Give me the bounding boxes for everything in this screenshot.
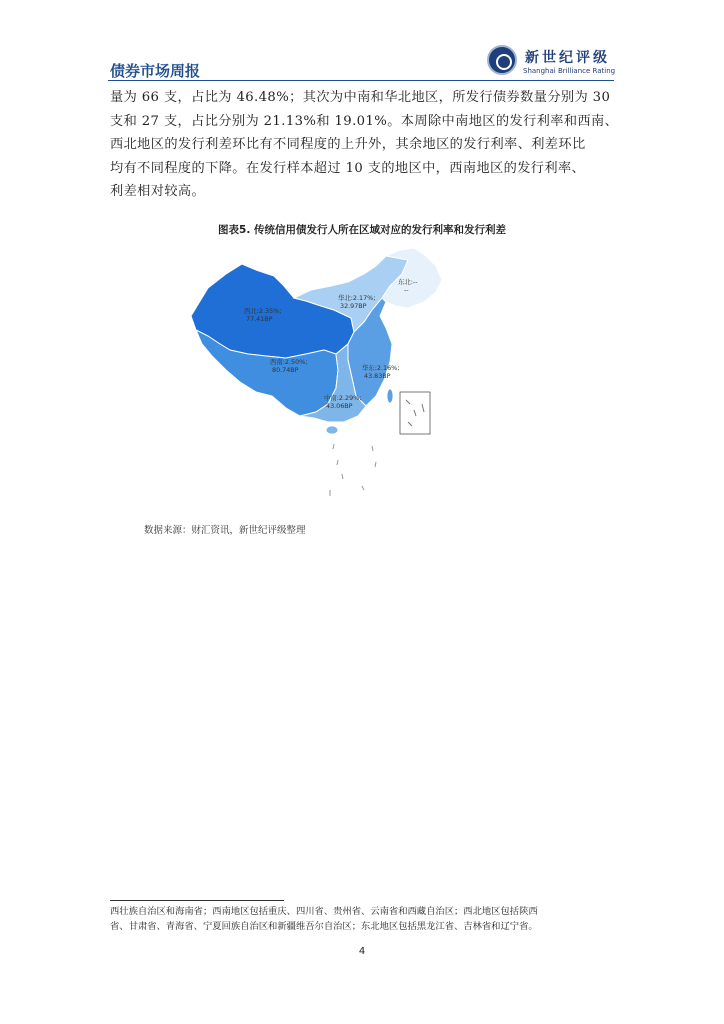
inset-islands (406, 400, 424, 426)
label-southwest-spread: 80.74BP (272, 366, 299, 374)
footnote-line: 西壮族自治区和海南省；西南地区包括重庆、四川省、贵州省、云南省和西藏自治区；西北地区包括陕西 (110, 906, 538, 917)
page-number: 4 (358, 946, 366, 957)
label-central-south-rate: 中南:2.29%; (324, 394, 362, 402)
label-north-spread: 32.97BP (340, 302, 367, 310)
figure-caption: 图表5. 传统信用债发行人所在区域对应的发行利率和发行利差 (218, 224, 506, 236)
paragraph-line: 量为 66 支，占比为 46.48%；其次为中南和华北地区，所发行债券数量分别为 30 (110, 90, 611, 105)
label-northwest-rate: 西北:2.35%; (244, 307, 282, 315)
paragraph-line: 均有不同程度的下降。在发行样本超过 10 支的地区中，西南地区的发行利率、 (110, 160, 586, 176)
paragraph-line: 西北地区的发行利差环比有不同程度的上升外，其余地区的发行利率、利差环比 (110, 137, 586, 153)
label-southwest-rate: 西南:2.50%; (270, 358, 308, 366)
hainan-island (326, 426, 338, 434)
footnote (110, 905, 616, 934)
paragraph-line: 利差相对较高。 (110, 184, 206, 200)
logo-english-name: Shanghai Brilliance Rating (523, 67, 616, 75)
label-northeast-rate: 东北:-- (398, 278, 418, 286)
label-central-south-spread: 43.06BP (326, 402, 353, 410)
taiwan-island (387, 389, 393, 403)
report-title: 债券市场周报 (110, 62, 201, 80)
logo-emblem-icon (487, 45, 517, 75)
label-east-spread: 43.83BP (364, 372, 391, 380)
label-northwest-spread: 77.41BP (246, 315, 273, 323)
south-sea-dashes (330, 444, 376, 496)
label-northeast-spread: -- (404, 286, 409, 294)
data-source-note: 数据来源：财汇资讯，新世纪评级整理 (144, 525, 306, 536)
label-north-rate: 华北:2.17%; (338, 294, 376, 302)
body-paragraph (110, 86, 619, 204)
paragraph-line: 支和 27 支，占比分别为 21.13%和 19.01%。本周除中南地区的发行利率和西南、 (110, 113, 619, 129)
logo-chinese-name: 新世纪评级 (525, 50, 610, 66)
footnote-line: 省、甘肃省、青海省、宁夏回族自治区和新疆维吾尔自治区；东北地区包括黑龙江省、吉林省和辽宁省。 (110, 920, 538, 932)
header-divider (108, 80, 614, 81)
china-region-map (186, 246, 446, 508)
footnote-divider (110, 900, 284, 901)
brand-logo (487, 45, 617, 81)
label-east-rate: 华东:2.16%; (362, 364, 400, 372)
